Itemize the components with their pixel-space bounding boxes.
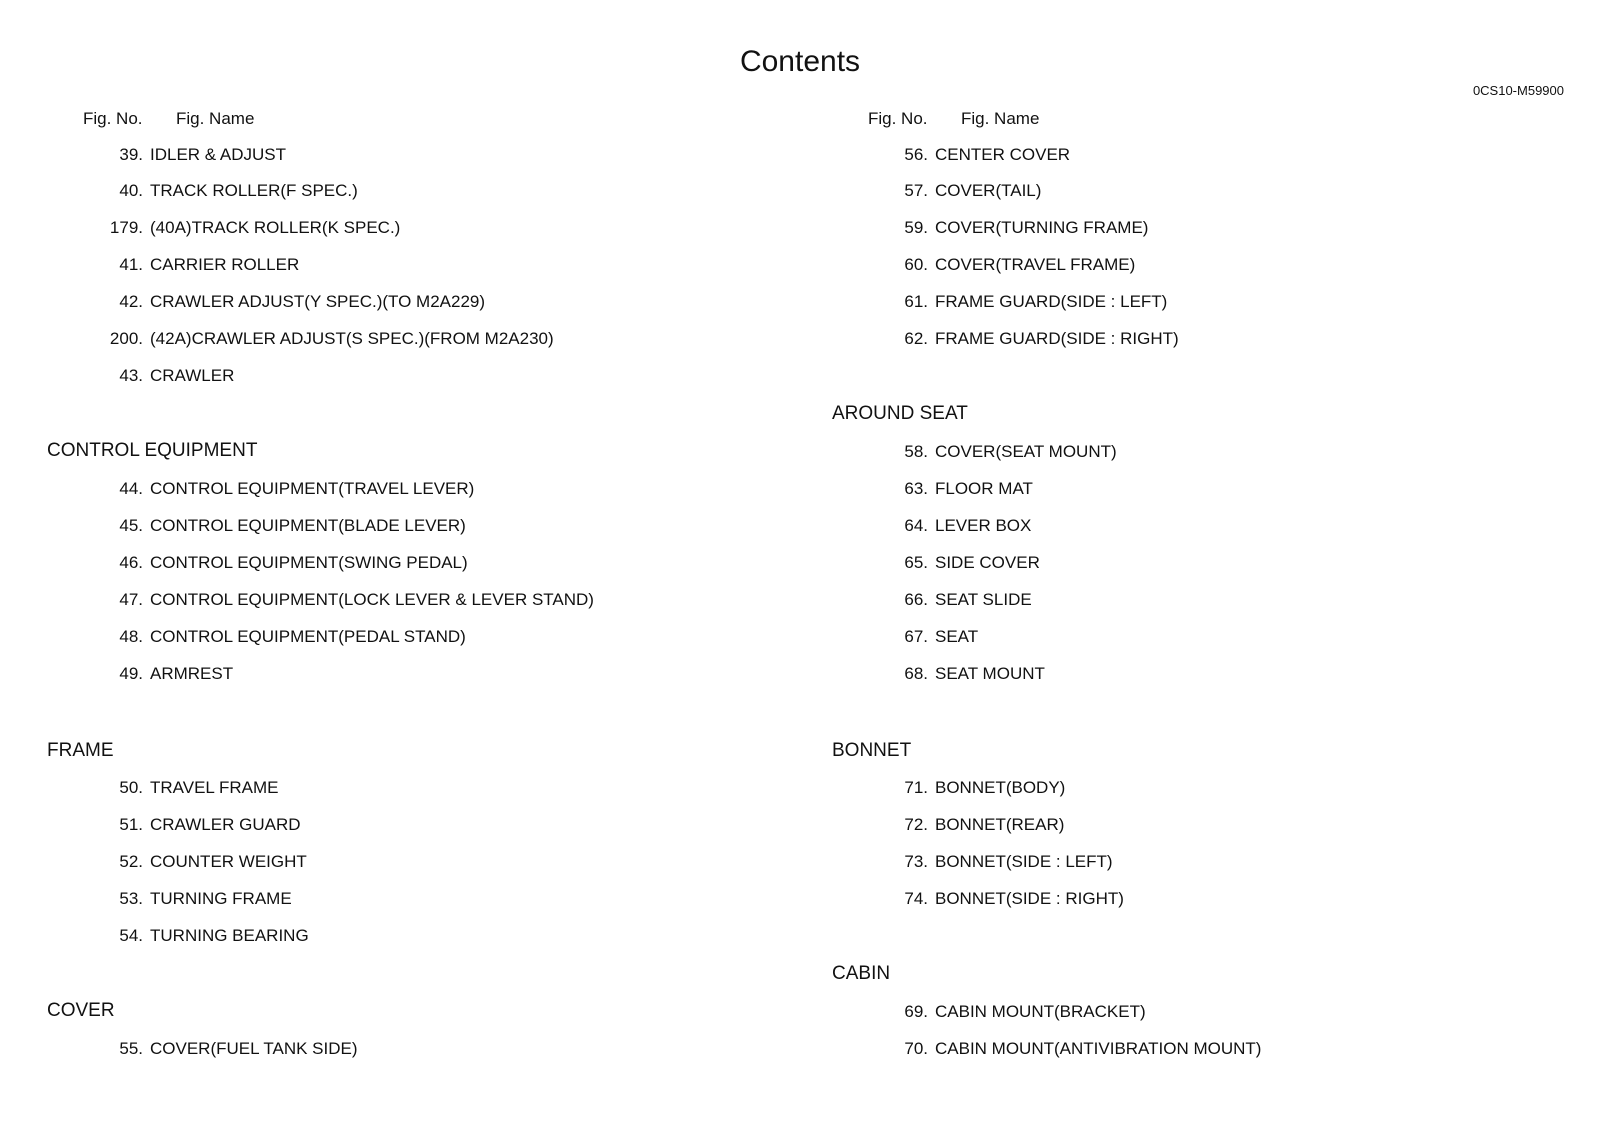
fig-number: 69. (904, 1002, 928, 1021)
fig-number: 47. (119, 590, 143, 609)
fig-number: 61. (904, 292, 928, 311)
fig-name: CENTER COVER (935, 145, 1071, 164)
fig-number: 58. (904, 442, 928, 461)
fig-number: 74. (904, 889, 928, 908)
fig-number: 60. (904, 255, 928, 274)
fig-number: 52. (119, 852, 143, 871)
fig-name: SIDE COVER (935, 553, 1040, 572)
fig-name: CONTROL EQUIPMENT(LOCK LEVER & LEVER STAND) (150, 590, 594, 609)
fig-name: TRAVEL FRAME (150, 778, 279, 797)
fig-no-header: Fig. No. (83, 109, 143, 128)
fig-number: 56. (904, 145, 928, 164)
fig-name: COVER(TRAVEL FRAME) (935, 255, 1136, 274)
fig-number: 42. (119, 292, 143, 311)
fig-no-header: Fig. No. (868, 109, 928, 128)
fig-name: CONTROL EQUIPMENT(BLADE LEVER) (150, 516, 466, 535)
fig-number: 43. (119, 366, 143, 385)
fig-name: (40A)TRACK ROLLER(K SPEC.) (150, 218, 401, 237)
fig-number: 48. (119, 627, 143, 646)
fig-number: 44. (119, 479, 143, 498)
fig-name: CABIN MOUNT(BRACKET) (935, 1002, 1146, 1021)
fig-name: COVER(TURNING FRAME) (935, 218, 1149, 237)
fig-name: IDLER & ADJUST (150, 145, 287, 164)
fig-number: 64. (904, 516, 928, 535)
document-id: 0CS10-M59900 (1472, 83, 1564, 98)
fig-name: BONNET(REAR) (935, 815, 1065, 834)
fig-name: CONTROL EQUIPMENT(PEDAL STAND) (150, 627, 466, 646)
fig-name: (42A)CRAWLER ADJUST(S SPEC.)(FROM M2A230) (150, 329, 554, 348)
fig-name: BONNET(BODY) (935, 778, 1066, 797)
fig-name: CRAWLER GUARD (150, 815, 301, 834)
section-heading-control-equipment: CONTROL EQUIPMENT (47, 440, 258, 461)
fig-number: 50. (119, 778, 143, 797)
fig-number: 39. (119, 145, 143, 164)
fig-name-header: Fig. Name (176, 109, 255, 128)
fig-name: FRAME GUARD(SIDE : LEFT) (935, 292, 1168, 311)
section-heading-cabin: CABIN (832, 963, 891, 984)
fig-number: 57. (904, 181, 928, 200)
fig-number: 63. (904, 479, 928, 498)
fig-number: 46. (119, 553, 143, 572)
fig-name: COUNTER WEIGHT (150, 852, 307, 871)
fig-name: COVER(TAIL) (935, 181, 1042, 200)
fig-number: 72. (904, 815, 928, 834)
fig-number: 179. (109, 218, 143, 237)
section-heading-bonnet: BONNET (832, 740, 912, 761)
fig-number: 71. (904, 778, 928, 797)
fig-name: TRACK ROLLER(F SPEC.) (150, 181, 358, 200)
fig-number: 59. (904, 218, 928, 237)
fig-number: 66. (904, 590, 928, 609)
fig-name: LEVER BOX (935, 516, 1032, 535)
section-heading-around-seat: AROUND SEAT (832, 403, 968, 424)
right-column (780, 0, 1560, 1131)
fig-number: 200. (109, 329, 143, 348)
fig-name: TURNING BEARING (150, 926, 309, 945)
fig-name: FRAME GUARD(SIDE : RIGHT) (935, 329, 1179, 348)
fig-name: FLOOR MAT (935, 479, 1033, 498)
fig-number: 54. (119, 926, 143, 945)
fig-number: 40. (119, 181, 143, 200)
fig-number: 45. (119, 516, 143, 535)
fig-number: 67. (904, 627, 928, 646)
fig-name: SEAT MOUNT (935, 664, 1045, 683)
fig-number: 41. (119, 255, 143, 274)
fig-number: 51. (119, 815, 143, 834)
fig-number: 65. (904, 553, 928, 572)
fig-name: CONTROL EQUIPMENT(TRAVEL LEVER) (150, 479, 475, 498)
fig-name: COVER(SEAT MOUNT) (935, 442, 1117, 461)
fig-name: COVER(FUEL TANK SIDE) (150, 1039, 358, 1058)
fig-name: BONNET(SIDE : LEFT) (935, 852, 1113, 871)
page-title: Contents (739, 45, 861, 78)
fig-name: SEAT (935, 627, 979, 646)
fig-name: CRAWLER ADJUST(Y SPEC.)(TO M2A229) (150, 292, 486, 311)
fig-number: 68. (904, 664, 928, 683)
fig-number: 62. (904, 329, 928, 348)
fig-name: CARRIER ROLLER (150, 255, 300, 274)
left-column (0, 0, 780, 1131)
fig-number: 53. (119, 889, 143, 908)
fig-number: 49. (119, 664, 143, 683)
fig-name: CABIN MOUNT(ANTIVIBRATION MOUNT) (935, 1039, 1262, 1058)
fig-name: ARMREST (150, 664, 234, 683)
fig-name: TURNING FRAME (150, 889, 292, 908)
fig-number: 73. (904, 852, 928, 871)
section-heading-frame: FRAME (47, 740, 114, 761)
fig-name: CRAWLER (150, 366, 235, 385)
fig-name-header: Fig. Name (961, 109, 1040, 128)
fig-number: 55. (119, 1039, 143, 1058)
section-heading-cover: COVER (47, 1000, 115, 1021)
fig-number: 70. (904, 1039, 928, 1058)
fig-name: CONTROL EQUIPMENT(SWING PEDAL) (150, 553, 468, 572)
fig-name: BONNET(SIDE : RIGHT) (935, 889, 1124, 908)
fig-name: SEAT SLIDE (935, 590, 1032, 609)
